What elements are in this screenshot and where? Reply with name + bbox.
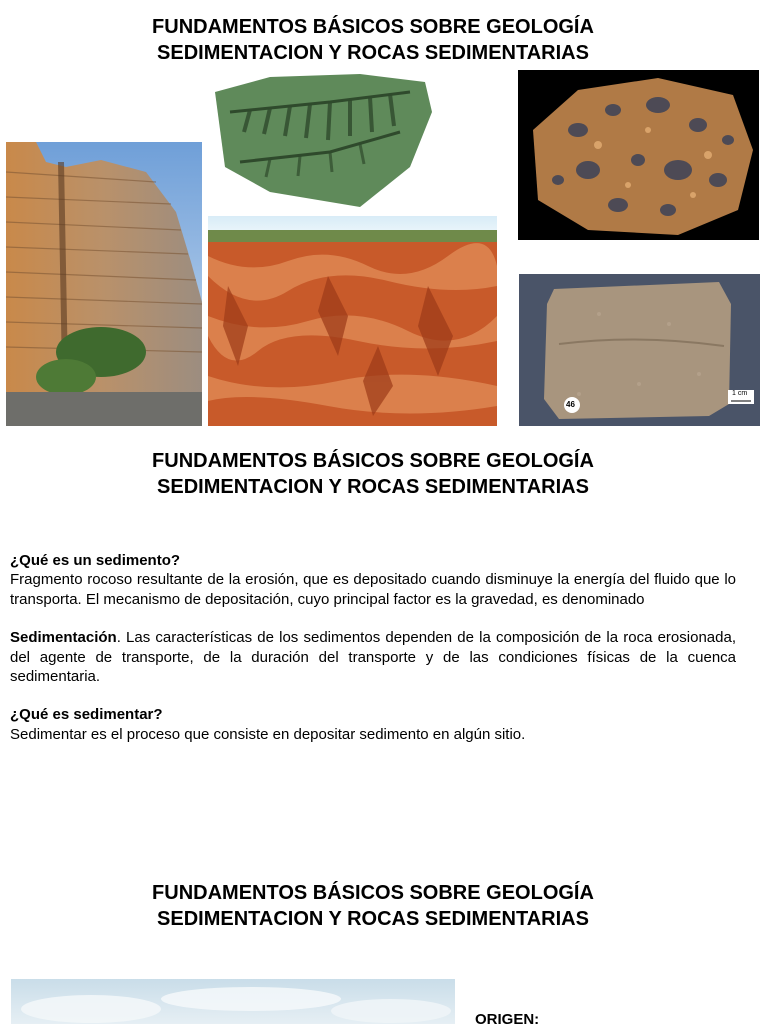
slide1-title: FUNDAMENTOS BÁSICOS SOBRE GEOLOGÍA SEDIMENTACION Y ROCAS SEDIMENTARIAS	[152, 16, 594, 64]
question-sediment: ¿Qué es un sedimento?	[10, 552, 181, 569]
specimen-number: 46	[566, 400, 575, 409]
fern-fossil-photo	[210, 72, 435, 212]
origen-heading: ORIGEN:	[475, 1011, 540, 1028]
sandstone-slab-photo	[519, 274, 760, 426]
slide3-title: FUNDAMENTOS BÁSICOS SOBRE GEOLOGÍA SEDIMENTACION Y ROCAS SEDIMENTARIAS	[152, 882, 594, 930]
sky-landscape-photo	[11, 979, 455, 1024]
paragraph-sedimentation: Sedimentación. Las características de los sedimentos dependen de la composición de la roca erosionada, del agente de transporte, de la duración del transporte y de las condiciones físicas de la cuenca sedimentaria.	[10, 629, 736, 686]
scale-label: 1 cm	[732, 390, 748, 397]
slide2-body	[10, 551, 736, 744]
red-desert-photo	[208, 216, 497, 426]
cliff-photo	[6, 142, 202, 426]
slide2-title: FUNDAMENTOS BÁSICOS SOBRE GEOLOGÍA SEDIMENTACION Y ROCAS SEDIMENTARIAS	[152, 450, 594, 498]
conglomerate-rock-photo	[518, 70, 759, 240]
question-sedimentar: ¿Qué es sedimentar?	[10, 706, 163, 724]
term-sedimentation: Sedimentación	[10, 629, 117, 647]
paragraph-sedimentar-definition: Sedimentar es el proceso que consiste en depositar sedimento en algún sitio.	[10, 725, 526, 743]
paragraph-sediment-definition: Fragmento rocoso resultante de la erosión, que es depositado cuando disminuye la energía del fluido que lo transporta. El mecanismo de depositación, cuyo principal factor es la gravedad, es denominado	[10, 571, 736, 608]
